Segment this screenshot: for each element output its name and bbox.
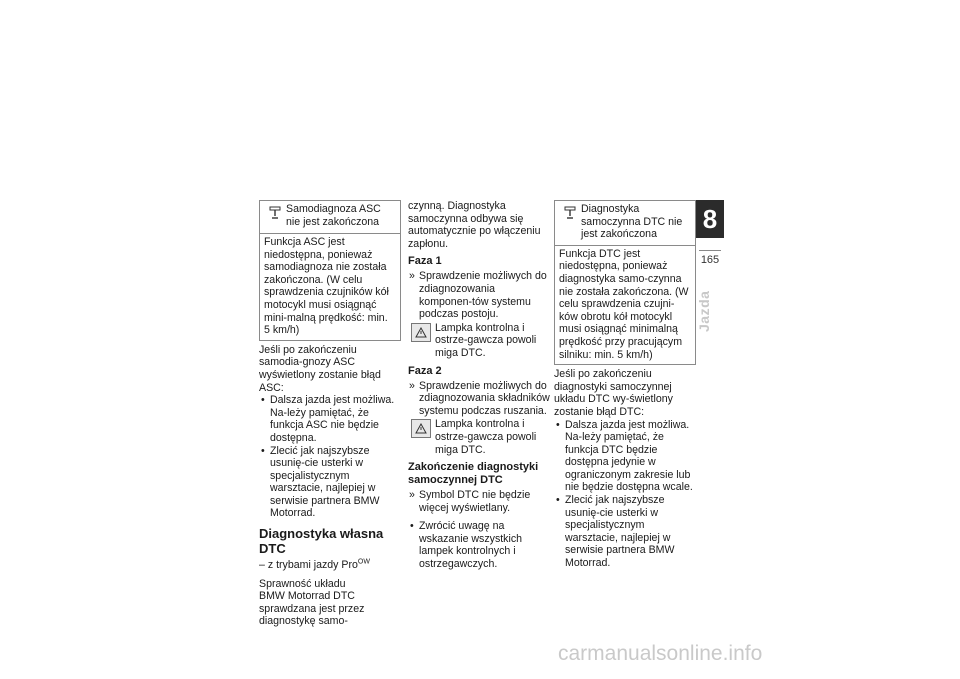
phase1-heading: Faza 1 bbox=[408, 255, 442, 268]
dtc-info-box-body: Funkcja DTC jest niedostępna, ponieważ diagnostyka samo-czynna nie została zakończona. (W celu sprawdzenia czujni-ków obrotu kół motocykl musi osiągnąć minimalną prędkość przy pracującym silniku: min. 5 km/h) bbox=[559, 247, 689, 361]
watermark: carmanualsonline.info bbox=[558, 642, 763, 665]
page-number: 165 bbox=[700, 254, 720, 266]
phase2-step: » Sprawdzenie możliwych do zdiagnozowania składników systemu podczas ruszania. bbox=[408, 380, 550, 418]
readiness-text: BMW Motorrad DTC sprawdzana jest przez diagnostykę samo- bbox=[259, 590, 365, 628]
continued-text: czynną. Diagnostyka samoczynna odbywa się automatycznie po włączeniu zapłonu. bbox=[408, 200, 541, 250]
column-right bbox=[554, 200, 696, 570]
mode-superscript: OW bbox=[357, 558, 370, 566]
column-middle bbox=[408, 200, 550, 571]
mode-line bbox=[259, 559, 401, 572]
asc-error-intro: Jeśli po zakończeniu samodia-gnozy ASC wyświetlony zostanie błąd ASC: bbox=[259, 343, 381, 394]
warning-lamp-icon bbox=[411, 323, 431, 342]
section-title: Jazda bbox=[696, 290, 712, 332]
dtc-bullet-list bbox=[554, 419, 696, 570]
info-symbol-icon bbox=[264, 203, 286, 220]
end-heading: Zakończenie diagnostyki samoczynnej DTC bbox=[408, 461, 539, 487]
dtc-info-box-title: Diagnostyka samoczynna DTC nie jest zakończona bbox=[581, 203, 683, 241]
end-step: » Symbol DTC nie będzie więcej wyświetlany. bbox=[408, 489, 550, 514]
dtc-info-box bbox=[554, 200, 696, 365]
phase1-step: » Sprawdzenie możliwych do zdiagnozowania komponen-tów systemu podczas postoju. bbox=[408, 270, 550, 320]
list-item: • Dalsza jazda jest możliwa. Na-leży pamiętać, że funkcja DTC będzie dostępna jedynie w ograniczonym zakresie lub nie będzie dostępna wcale. bbox=[554, 419, 696, 495]
mode-line-text: – z trybami jazdy Pro bbox=[259, 559, 358, 572]
chapter-tab: 8 bbox=[696, 200, 724, 238]
phase2-heading: Faza 2 bbox=[408, 364, 442, 377]
asc-info-box bbox=[259, 200, 401, 341]
info-symbol-icon bbox=[559, 203, 581, 220]
asc-info-box-header bbox=[260, 201, 400, 234]
page-number-divider bbox=[699, 250, 721, 251]
dtc-error-intro: Jeśli po zakończeniu diagnostyki samoczynnej układu DTC wy-świetlony zostanie błąd DTC: bbox=[554, 368, 673, 418]
dtc-heading: Diagnostyka własna DTC bbox=[259, 526, 384, 557]
list-item: • Zlecić jak najszybsze usunię-cie usterki w specjalistycznym warsztacie, najlepiej w serwisie partnera BMW Motorrad. bbox=[554, 494, 696, 570]
asc-info-box-body: Funkcja ASC jest niedostępna, ponieważ samodiagnoza nie została zakończona. (W celu sprawdzenia czujników kół motocykl musi osiągnąć mini-malną prędkość: min. 5 km/h) bbox=[264, 236, 389, 337]
dtc-info-box-header bbox=[555, 201, 695, 246]
end-bullet: • Zwrócić uwagę na wskazanie wszystkich lampek kontrolnych i ostrzegawczych. bbox=[408, 520, 550, 570]
phase1-note-text: Lampka kontrolna i ostrze-gawcza powoli miga DTC. bbox=[435, 321, 537, 359]
column-left bbox=[259, 200, 401, 628]
warning-lamp-icon bbox=[411, 419, 431, 438]
readiness-title: Sprawność układu bbox=[259, 577, 346, 590]
list-item: • Zlecić jak najszybsze usunię-cie usterki w specjalistycznym warsztacie, najlepiej w serwisie partnera BMW Motorrad. bbox=[259, 445, 401, 521]
phase2-note bbox=[411, 418, 550, 456]
list-item: • Dalsza jazda jest możliwa. Na-leży pamiętać, że funkcja ASC nie będzie dostępna. bbox=[259, 394, 401, 444]
phase1-note bbox=[411, 322, 550, 360]
phase2-note-text: Lampka kontrolna i ostrze-gawcza powoli miga DTC. bbox=[435, 418, 537, 456]
asc-info-box-title: Samodiagnoza ASC nie jest zakończona bbox=[286, 203, 381, 228]
asc-bullet-list bbox=[259, 394, 401, 520]
